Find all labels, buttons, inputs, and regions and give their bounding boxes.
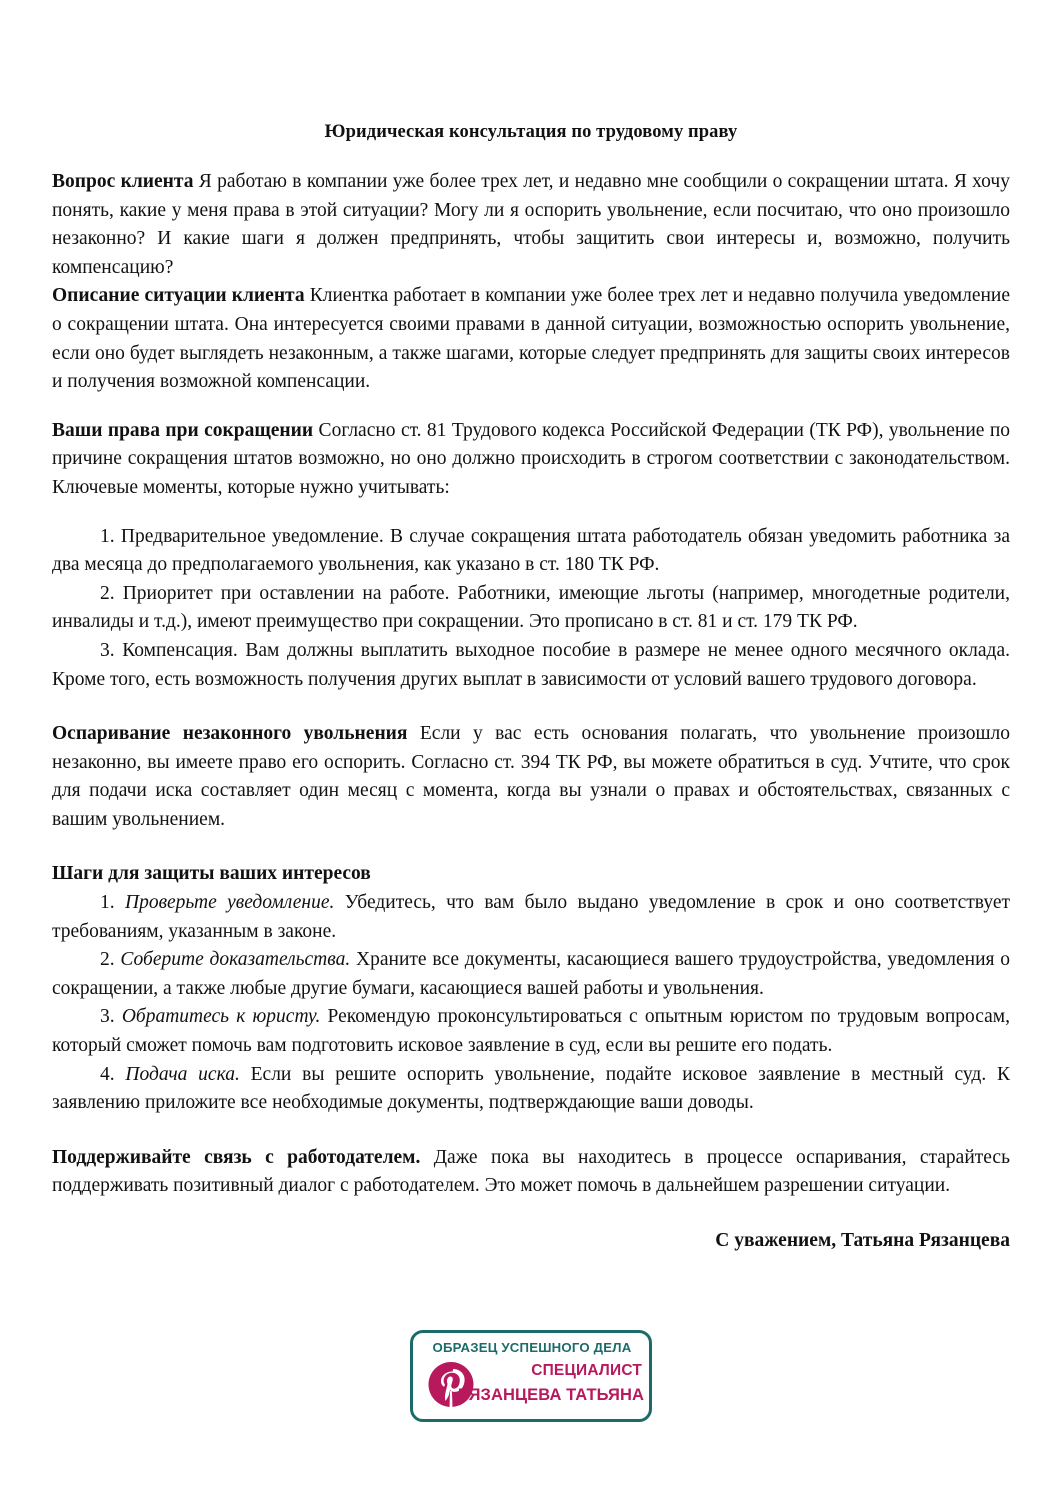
list-item [52,1003,1010,1060]
list-item [52,1061,1010,1118]
list-item: 3. Компенсация. Вам должны выплатить выходное пособие в размере не менее одного месячного оклада. Кроме того, есть возможность получения других выплат в зависимости от условий вашего трудового договора. [52,639,1010,690]
paragraph-lead-label: Ваши права при сокращении [52,419,314,441]
spacer [52,1201,1010,1227]
stamp-line-name: РЯЗАНЦЕВА ТАТЬЯНА [457,1386,644,1404]
stamp-line-specialist: СПЕЦИАЛИСТ [531,1362,642,1379]
step-number: 2. [100,949,121,971]
paragraph-lead-label: Описание ситуации клиента [52,285,305,307]
paragraph-text: Я работаю в компании уже более трех лет, и недавно мне сообщили о сокращении штата. Я хочу понять, какие у меня права в этой ситуации? Могу ли я оспорить увольнение, если посчитаю, что оно произошло незаконно? И какие шаги я должен предпринять, чтобы защитить свои интересы и, возможно, получить компенсацию? [52,171,1010,278]
paragraph-text: Клиентка работает в компании уже более трех лет и недавно получила уведомление о сокращении штата. Она интересуется своими правами в данной ситуации, возможностью оспорить увольнение, если оно будет выглядеть незаконным, а также шагами, которые следует предпринять для защиты своих интересов и получения возможной компенсации. [52,285,1011,393]
steps-heading [52,860,1010,889]
step-number: 1. [100,892,125,914]
paragraph-text: Даже пока вы находитесь в процессе оспаривания, старайтесь поддерживать позитивный диалог с работодателем. Это может помочь в дальнейшем разрешении ситуации. [52,1146,1010,1197]
step-text: Рекомендую проконсультироваться с опытным юристом по трудовым вопросам, который сможет помочь вам подготовить исковое заявление в суд, если вы решите его подать. [52,1006,1011,1057]
page-title: Юридическая консультация по трудовому праву [324,122,738,142]
paragraph-appeal-dismissal [52,720,1010,834]
paragraph-your-rights [52,417,1010,503]
paragraph-client-question [52,168,1010,282]
paragraph-text: Если у вас есть основания полагать, что увольнение произошло незаконно, вы имеете право его оспорить. Согласно ст. 394 ТК РФ, вы можете обратиться в суд. Учтите, что срок для подачи иска составляет один месяц с момента, когда вы узнали о правах и обстоятельствах, связанных с вашим увольнением. [52,723,1010,830]
spacer [52,834,1010,860]
list-item [52,946,1010,1003]
step-number: 3. [100,1006,122,1028]
list-item: 1. Предварительное уведомление. В случае сокращения штата работодатель обязан уведомить работника за два месяца до предполагаемого увольнения, как указано в ст. 180 ТК РФ. [52,525,1010,576]
document-body [52,118,1010,1256]
step-text: Убедитесь, что вам было выдано уведомление в срок и оно соответствует требованиям, указанным в законе. [52,892,1010,942]
spacer [52,397,1010,417]
paragraph-client-situation [52,282,1010,396]
paragraph-text: Согласно ст. 81 Трудового кодекса Российской Федерации (ТК РФ), увольнение по причине сокращения штатов возможно, но оно должно происходить в строгом соответствии с законодательством. Ключевые моменты, которые нужно учитывать: [52,419,1010,498]
step-text: Храните все документы, касающиеся вашего трудоустройства, уведомления о сокращении, а также любые другие бумаги, касающиеся вашей работы и увольнения. [52,949,1011,999]
steps-heading-label: Шаги для защиты ваших интересов [52,863,371,885]
stamp-content [410,1330,652,1422]
spacer [52,503,1010,523]
paragraph-lead-label: Оспаривание незаконного увольнения [52,723,408,745]
paragraph-lead-label: Поддерживайте связь с работодателем. [52,1146,421,1168]
signature-line: С уважением, Татьяна Рязанцева [715,1230,1010,1251]
step-title: Соберите доказательства. [120,949,351,971]
list-item: 2. Приоритет при оставлении на работе. Работники, имеющие льготы (например, многодетные родители, инвалиды и т.д.), имеют преимущество при сокращении. Это прописано в ст. 81 и ст. 179 ТК РФ. [52,582,1010,633]
step-title: Проверьте уведомление. [124,892,335,914]
stamp-line-sample-case: ОБРАЗЕЦ УСПЕШНОГО ДЕЛА [432,1340,632,1355]
step-number: 4. [100,1063,126,1085]
spacer [52,694,1010,720]
list-item [52,889,1010,946]
paragraph-keep-contact [52,1144,1010,1201]
step-text: Если вы решите оспорить увольнение, подайте исковое заявление в местный суд. К заявлению приложите все необходимые документы, подтверждающие ваши доводы. [52,1063,1010,1114]
stamp-seal [410,1330,652,1422]
spacer [52,1118,1010,1144]
step-title: Обратитесь к юристу. [121,1006,321,1028]
step-title: Подача иска. [125,1063,240,1085]
paragraph-lead-label: Вопрос клиента [52,171,194,192]
